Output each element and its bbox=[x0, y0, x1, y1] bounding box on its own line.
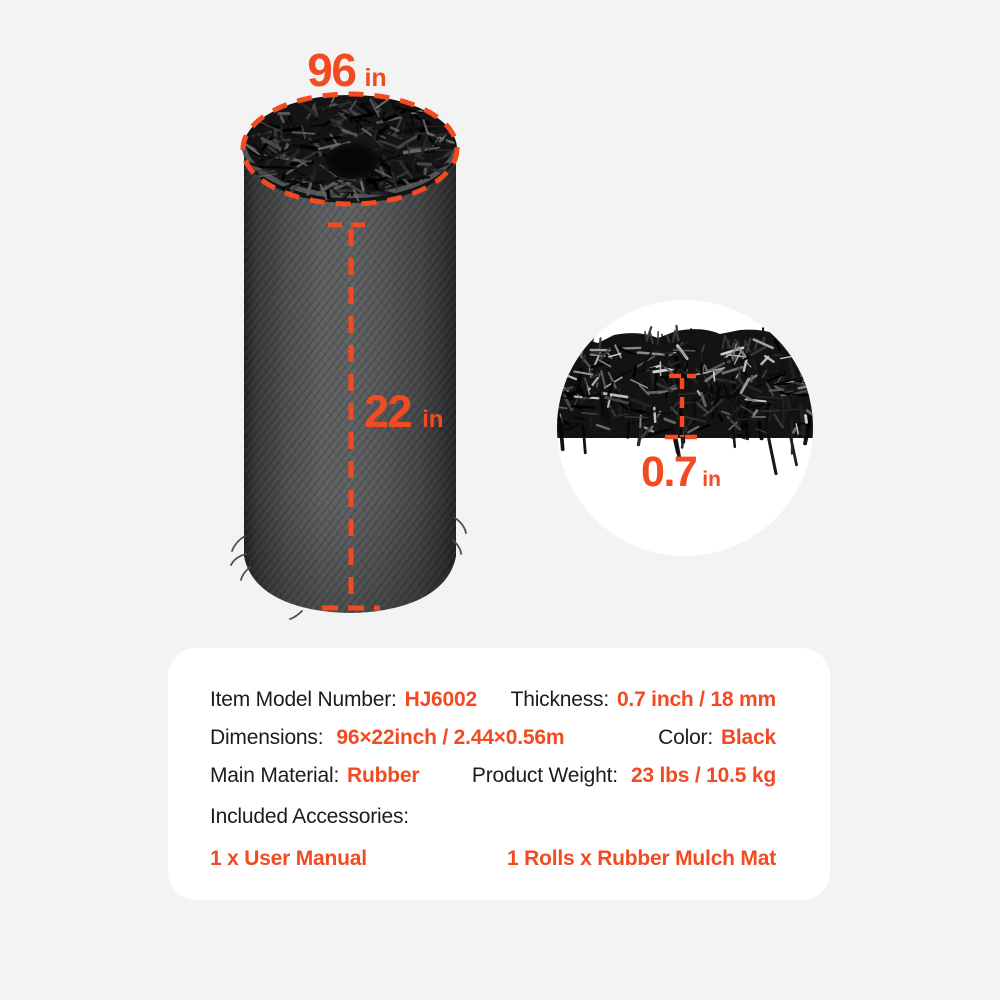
spec-row-accessory-items bbox=[210, 840, 776, 878]
spec-item-dimensions bbox=[210, 726, 564, 750]
width-unit: in bbox=[422, 406, 444, 433]
spec-value: 0.7 inch / 18 mm bbox=[616, 688, 776, 711]
spec-label: Main Material: bbox=[210, 764, 340, 787]
thickness-value: 0.7 bbox=[641, 448, 697, 496]
length-unit: in bbox=[364, 64, 387, 92]
spec-value: Rubber bbox=[347, 764, 420, 787]
spec-label: Dimensions: bbox=[210, 726, 324, 749]
spec-label: Color: bbox=[658, 726, 713, 749]
spec-item-accessories-heading bbox=[210, 805, 409, 829]
spec-label: Item Model Number: bbox=[210, 688, 397, 711]
width-value: 22 bbox=[364, 386, 412, 437]
spec-value: Black bbox=[720, 726, 776, 749]
thickness-dimension-label bbox=[641, 448, 721, 496]
width-dimension-label bbox=[364, 386, 444, 437]
spec-row-dimensions-color bbox=[210, 719, 776, 757]
length-dimension-label bbox=[307, 44, 387, 96]
spec-value: 23 lbs / 10.5 kg bbox=[630, 764, 776, 787]
spec-item-weight bbox=[472, 764, 776, 788]
spec-row-material-weight bbox=[210, 757, 776, 795]
thickness-inset bbox=[546, 300, 848, 556]
roll-illustration bbox=[231, 94, 466, 620]
spec-row-model-thickness bbox=[210, 681, 776, 719]
spec-row-included-accessories bbox=[210, 798, 776, 836]
spec-item-material bbox=[210, 764, 419, 788]
spec-item-color bbox=[658, 726, 776, 750]
length-value: 96 bbox=[307, 44, 356, 96]
spec-label: Included Accessories: bbox=[210, 805, 409, 828]
spec-card bbox=[168, 648, 830, 900]
spec-item-thickness bbox=[511, 688, 776, 712]
thickness-unit: in bbox=[702, 468, 721, 491]
accessory-user-manual: 1 x User Manual bbox=[210, 847, 367, 870]
spec-label: Product Weight: bbox=[471, 764, 618, 787]
spec-value: 96×22inch / 2.44×0.56m bbox=[336, 726, 565, 749]
spec-value: HJ6002 bbox=[404, 688, 477, 711]
accessory-mulch-mat: 1 Rolls x Rubber Mulch Mat bbox=[507, 847, 776, 870]
spec-label: Thickness: bbox=[510, 688, 609, 711]
spec-item-model-number bbox=[210, 688, 477, 712]
